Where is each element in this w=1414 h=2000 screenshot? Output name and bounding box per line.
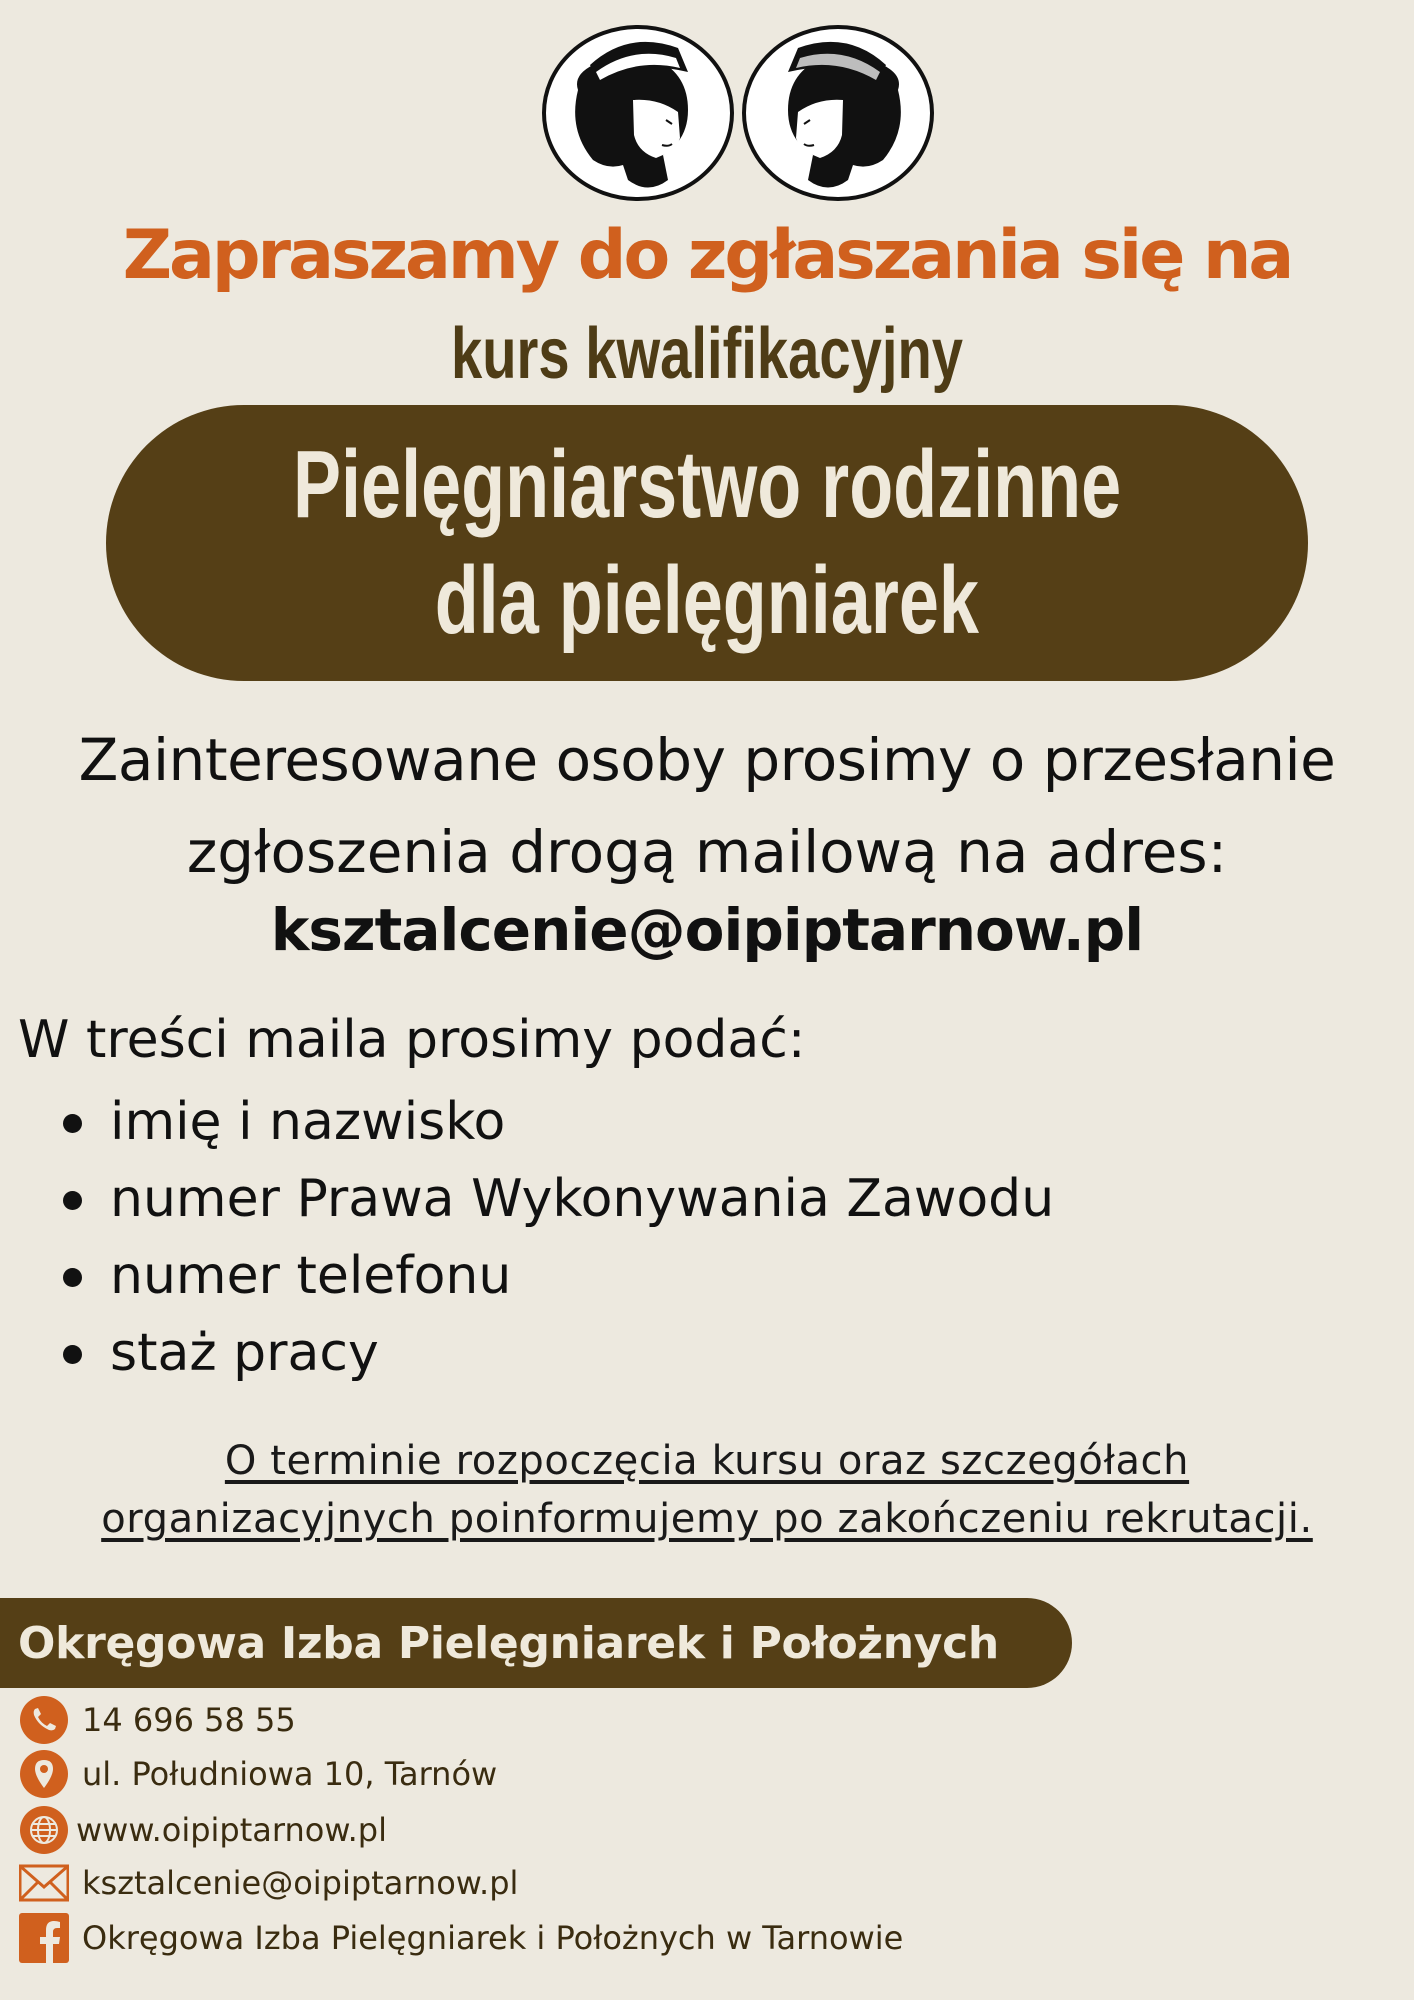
- facebook-icon: [18, 1912, 70, 1964]
- nurses-logo-icon: [538, 20, 938, 205]
- course-title-line-1: Pielęgniarstwo rodzinne: [292, 431, 1122, 538]
- intro-text: [0, 714, 1414, 898]
- contact-text: www.oipiptarnow.pl: [76, 1811, 387, 1849]
- bullet-icon: [63, 1268, 82, 1287]
- list-item-label: numer Prawa Wykonywania Zawodu: [110, 1169, 1055, 1229]
- contact-address[interactable]: [0, 1748, 497, 1800]
- contact-text: Okręgowa Izba Pielęgniarek i Położnych w Tarnowie: [82, 1919, 904, 1957]
- subhead: kurs kwalifikacyjny: [451, 314, 963, 394]
- contact-phone[interactable]: [0, 1694, 296, 1746]
- contact-text: ul. Południowa 10, Tarnów: [82, 1755, 498, 1793]
- org-name-bar: [0, 1598, 1072, 1688]
- requirements-list: [0, 1084, 1054, 1392]
- intro-line-1: Zainteresowane osoby prosimy o przesłanie: [78, 726, 1336, 794]
- list-item-label: imię i nazwisko: [110, 1092, 506, 1152]
- contact-email-highlight[interactable]: ksztalcenie@oipiptarnow.pl: [270, 896, 1144, 964]
- globe-icon: [18, 1804, 70, 1856]
- recruitment-note: [0, 1432, 1414, 1548]
- contact-email[interactable]: [0, 1857, 518, 1909]
- bullet-icon: [63, 1191, 82, 1210]
- bullet-icon: [63, 1345, 82, 1364]
- contact-facebook[interactable]: [0, 1912, 903, 1964]
- list-item: [0, 1238, 1054, 1315]
- course-title-line-2: dla pielęgniarek: [434, 547, 980, 654]
- requirements-title: W treści maila prosimy podać:: [18, 1010, 806, 1070]
- envelope-icon: [18, 1857, 70, 1909]
- list-item: [0, 1315, 1054, 1392]
- contact-text: ksztalcenie@oipiptarnow.pl: [82, 1864, 519, 1902]
- contact-text: 14 696 58 55: [82, 1701, 296, 1739]
- list-item: [0, 1084, 1054, 1161]
- bullet-icon: [63, 1114, 82, 1133]
- note-line-1: O terminie rozpoczęcia kursu oraz szczegółach: [224, 1438, 1190, 1484]
- list-item-label: numer telefonu: [110, 1246, 512, 1306]
- course-title-box: [106, 405, 1308, 681]
- headline: Zapraszamy do zgłaszania się na: [122, 216, 1292, 295]
- intro-line-2: zgłoszenia drogą mailową na adres:: [186, 818, 1228, 886]
- list-item: [0, 1161, 1054, 1238]
- org-name: Okręgowa Izba Pielęgniarek i Położnych: [18, 1617, 999, 1669]
- contact-website[interactable]: [0, 1804, 387, 1856]
- phone-icon: [18, 1694, 70, 1746]
- location-pin-icon: [18, 1748, 70, 1800]
- note-line-2: organizacyjnych poinformujemy po zakończeniu rekrutacji.: [101, 1496, 1313, 1542]
- list-item-label: staż pracy: [110, 1323, 379, 1383]
